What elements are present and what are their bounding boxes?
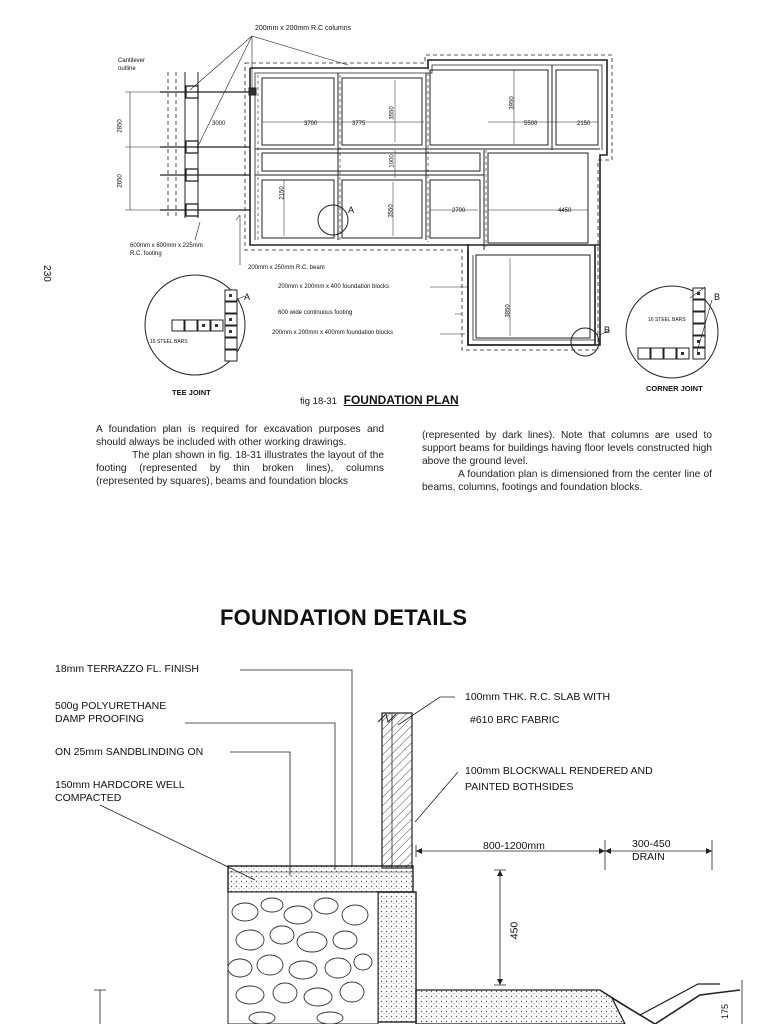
steel-bars-tee: 16 STEEL BARS — [150, 339, 188, 345]
dim-300-450: 300-450 — [632, 838, 671, 850]
cantilever-label-2: outline — [118, 66, 136, 72]
blocks-label-2: 200mm x 200mm x 400mm foundation blocks — [272, 330, 394, 336]
marker-a-tee: A — [244, 292, 251, 302]
columns-callout: 200mm x 200mm R.C columns — [255, 25, 352, 32]
dim-3550-bottom: 3550 — [388, 204, 395, 218]
paragraph-intro: A foundation plan is required for excavation purposes and should always be included with other working drawings. — [96, 424, 384, 448]
footing-label-1: 600mm x 600mm x 225mm — [130, 243, 203, 249]
slab-label-2: #610 BRC FABRIC — [470, 714, 560, 726]
tee-joint-label: TEE JOINT — [172, 388, 211, 397]
paragraph-dimensioning: A foundation plan is dimensioned from the center line of beams, columns, footings and foundation blocks. — [422, 469, 712, 493]
blocks-label-1: 200mm x 200mm x 400 foundation blocks — [278, 284, 390, 290]
blockwall-label-2: PAINTED BOTHSIDES — [465, 781, 574, 793]
drain-label: DRAIN — [632, 851, 665, 863]
blockwall-label-1: 100mm BLOCKWALL RENDERED AND — [465, 765, 653, 777]
hardcore-label-1: 150mm HARDCORE WELL — [55, 779, 185, 791]
dim-3850: 3850 — [505, 304, 512, 318]
steel-bars-corner: 16 STEEL BARS — [648, 317, 686, 323]
marker-b-corner: B — [714, 292, 721, 302]
corner-joint-label: CORNER JOINT — [646, 384, 703, 393]
dim-2150-left: 2150 — [279, 186, 286, 200]
figure-title: FOUNDATION PLAN — [343, 393, 459, 407]
dim-3000: 3000 — [212, 121, 226, 127]
dim-3775: 3775 — [352, 121, 366, 127]
paragraph-plan-description: The plan shown in fig. 18-31 illustrates the layout of the footing (represented by thin broken lines), columns (represented by squares), beams and foundation blocks — [96, 450, 384, 487]
dim-800-1200: 800-1200mm — [483, 840, 545, 852]
cantilever-label-1: Cantilever — [118, 58, 146, 64]
dim-175: 175 — [720, 1003, 731, 1020]
dim-450: 450 — [508, 921, 521, 940]
marker-b-plan: B — [604, 325, 611, 335]
dim-2850: 2850 — [117, 119, 124, 133]
paragraph-dark-lines: (represented by dark lines). Note that columns are used to support beams for buildings having floor levels constructed high above the ground level. — [422, 430, 712, 467]
dim-3950: 3950 — [509, 96, 516, 110]
page-number: 230 — [40, 265, 52, 282]
dim-5500: 5500 — [524, 121, 538, 127]
dim-3550-top: 3550 — [389, 106, 396, 120]
dim-2150-right: 2150 — [577, 121, 591, 127]
continuous-footing-label: 600 wide continuous footing — [278, 310, 353, 316]
details-title: FOUNDATION DETAILS — [220, 605, 468, 630]
dim-2700: 2700 — [452, 208, 466, 214]
dim-2650: 2650 — [117, 174, 124, 188]
hardcore-label-2: COMPACTED — [55, 792, 122, 804]
polyurethane-label-1: 500g POLYURETHANE — [55, 700, 167, 712]
slab-label-1: 100mm THK. R.C. SLAB WITH — [465, 691, 611, 703]
figure-number: fig 18-31 — [300, 396, 337, 407]
marker-a-plan: A — [348, 205, 355, 215]
sandblinding-label: ON 25mm SANDBLINDING ON — [55, 746, 204, 758]
footing-label-2: R.C. footing — [130, 251, 162, 257]
terrazzo-label: 18mm TERRAZZO FL. FINISH — [55, 663, 199, 675]
beam-label: 200mm x 250mm R.C. beam — [248, 265, 325, 271]
polyurethane-label-2: DAMP PROOFING — [55, 713, 145, 725]
dim-4450: 4450 — [558, 208, 572, 214]
dim-1000: 1000 — [389, 154, 396, 168]
dim-3700: 3700 — [304, 121, 318, 127]
